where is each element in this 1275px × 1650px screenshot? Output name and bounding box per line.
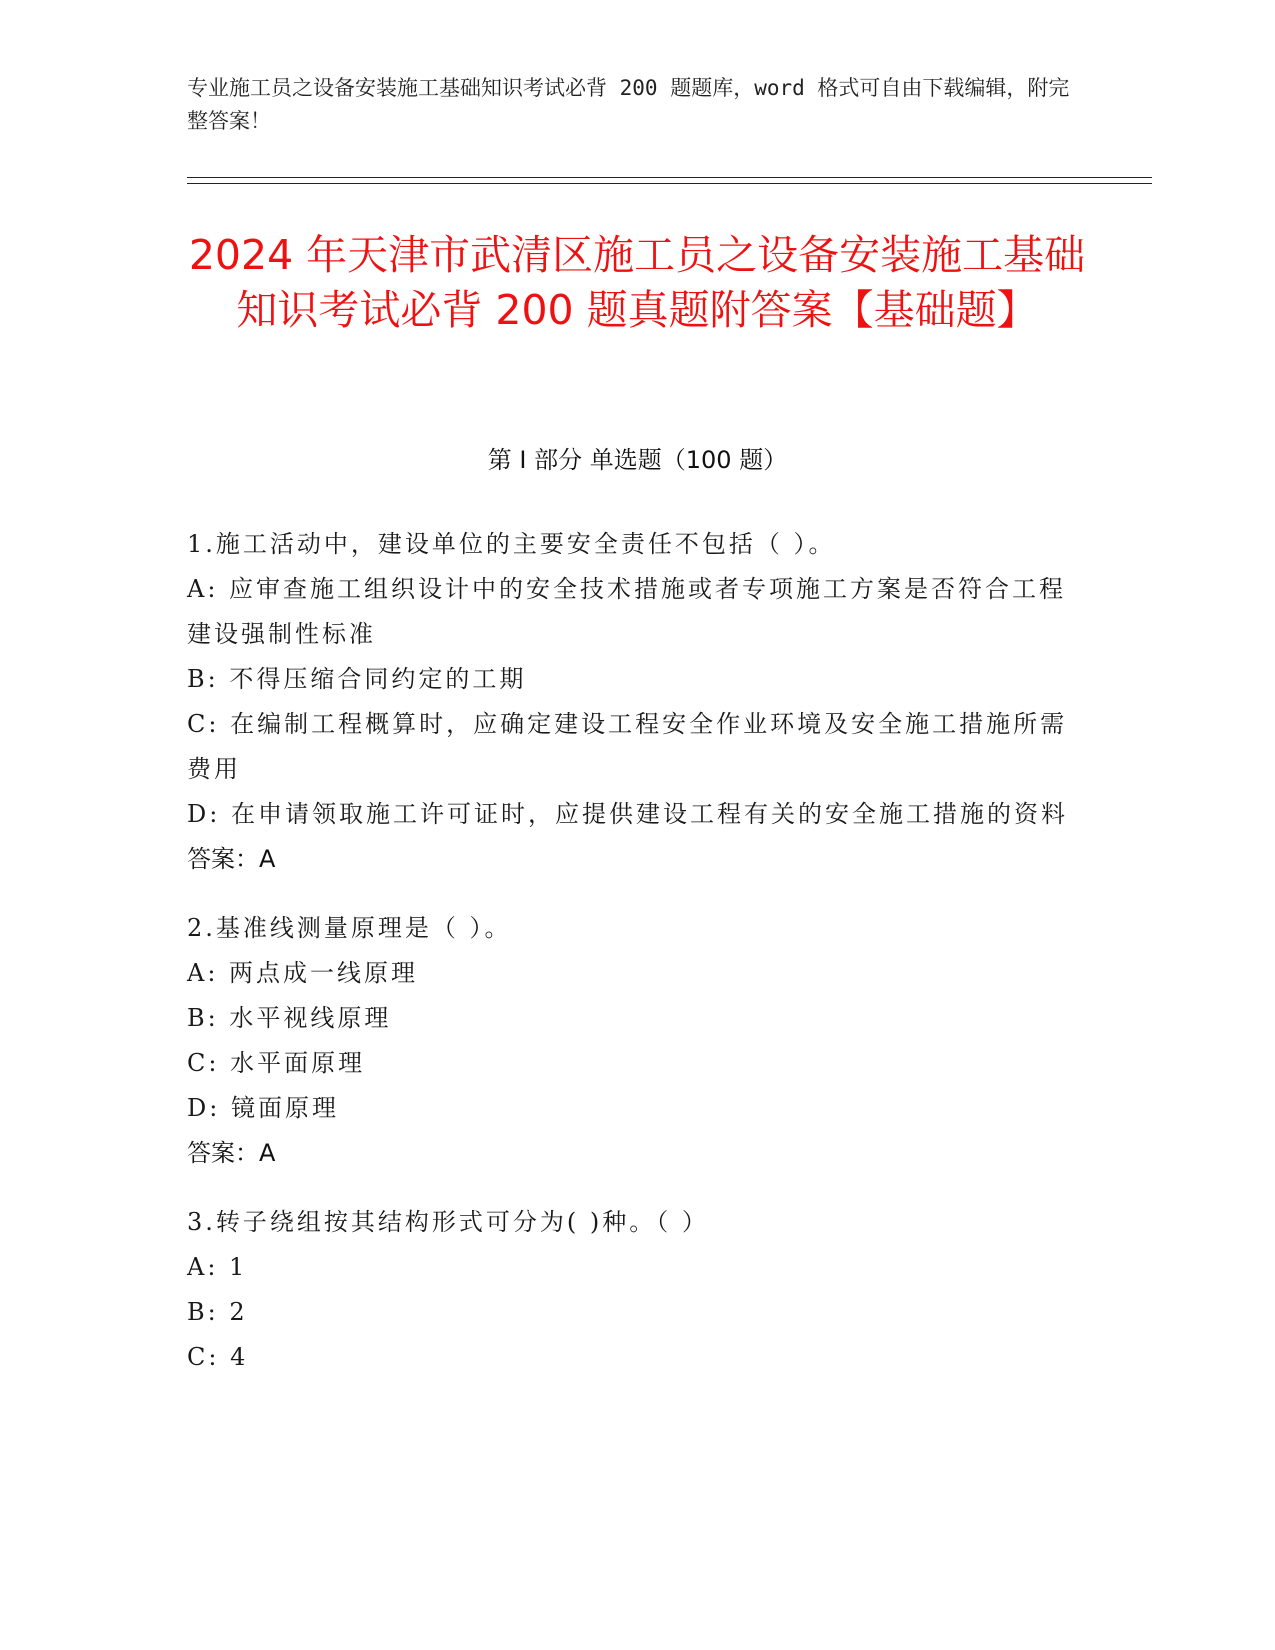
question-1: [187, 522, 1087, 882]
option-b: B: 水平视线原理: [187, 1004, 392, 1032]
header-divider-top: [187, 177, 1152, 178]
option-a: A: 应审查施工组织设计中的安全技术措施或者专项施工方案是否符合工程建设强制性标准: [187, 575, 1067, 648]
option-b: B: 不得压缩合同约定的工期: [187, 665, 527, 693]
option-c: C: 水平面原理: [187, 1049, 366, 1077]
question-stem: 2.基准线测量原理是（ ）。: [187, 914, 512, 942]
option-d: D: 在申请领取施工许可证时，应提供建设工程有关的安全施工措施的资料: [187, 800, 1068, 828]
answer-label: 答案：A: [187, 845, 276, 873]
header-note: 专业施工员之设备安装施工基础知识考试必背 200 题题库，word 格式可自由下载编辑，附完整答案！: [187, 76, 1070, 133]
option-b: B: 2: [187, 1298, 248, 1326]
question-2: [187, 906, 1087, 1176]
header-divider-bottom: [187, 183, 1152, 184]
section-heading: 第 I 部分 单选题（100 题）: [487, 446, 788, 474]
document-title: 2024 年天津市武清区施工员之设备安装施工基础知识考试必背 200 题真题附答案【基础题】: [188, 231, 1086, 334]
option-a: A: 1: [187, 1253, 248, 1281]
answer-label: 答案：A: [187, 1139, 276, 1167]
question-list: [187, 522, 1087, 1404]
option-c: C: 在编制工程概算时，应确定建设工程安全作业环境及安全施工措施所需费用: [187, 710, 1068, 783]
option-d: D: 镜面原理: [187, 1094, 339, 1122]
option-c: C: 4: [187, 1343, 249, 1371]
question-stem: 1.施工活动中，建设单位的主要安全责任不包括（ ）。: [187, 530, 836, 558]
question-stem: 3.转子绕组按其结构形式可分为( )种。（ ）: [187, 1208, 709, 1236]
question-3: [187, 1200, 1087, 1380]
option-a: A: 两点成一线原理: [187, 959, 419, 987]
